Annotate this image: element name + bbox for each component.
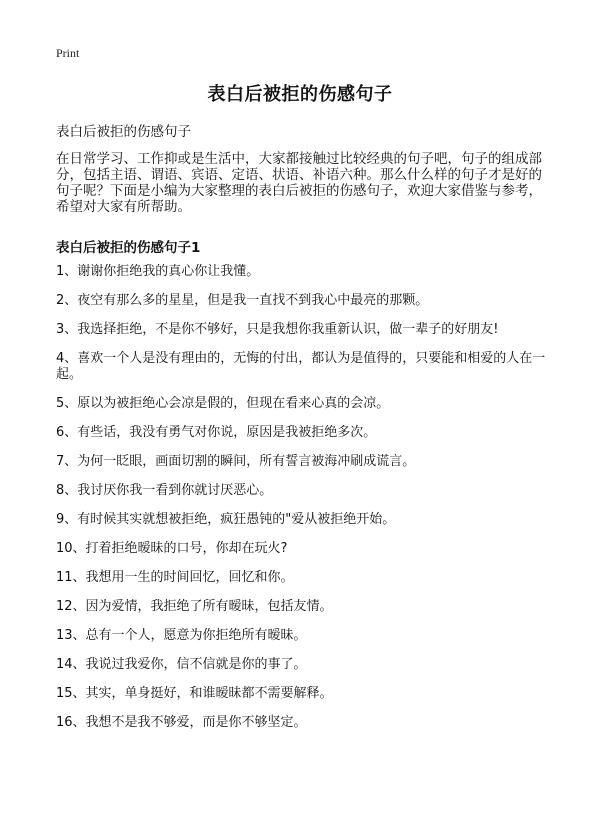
list-item: 2、夜空有那么多的星星，但是我一直找不到我心中最亮的那颗。: [56, 293, 429, 308]
list-item: 5、原以为被拒绝心会凉是假的，但现在看来心真的会凉。: [56, 396, 390, 411]
list-item: 15、其实，单身挺好，和谁暧昧都不需要解释。: [56, 686, 333, 701]
intro-paragraph: 在日常学习、工作抑或是生活中，大家都接触过比较经典的句子吧，句子的组成部分，包括主语、谓语、宾语、定语、状语、补语六种。那么什么样的句子才是好的句子呢？下面是小编为大家整理的表白后被拒的伤感句子，欢迎大家借鉴与参考，希望对大家有所帮助。: [56, 151, 542, 215]
list-item: 4、喜欢一个人是没有理由的，无悔的付出，都认为是值得的，只要能和相爱的人在一起。: [56, 351, 546, 382]
list-item: 16、我想不是我不够爱，而是你不够坚定。: [56, 715, 307, 730]
list-item: 12、因为爱情，我拒绝了所有暧昧，包括友情。: [56, 599, 333, 614]
list-item: 1、谢谢你拒绝我的真心你让我懂。: [56, 264, 260, 279]
list-item: 11、我想用一生的时间回忆，回忆和你。: [56, 570, 294, 585]
print-link[interactable]: Print: [56, 46, 80, 60]
list-item: 6、有些话，我没有勇气对你说，原因是我被拒绝多次。: [56, 425, 377, 440]
sentence-list: [56, 264, 552, 744]
page-title: 表白后被拒的伤感句子: [207, 84, 393, 105]
list-item: 9、有时候其实就想被拒绝，疯狂愚钝的"爱从被拒绝开始。: [56, 512, 396, 527]
article-subtitle: 表白后被拒的伤感句子: [56, 124, 191, 140]
list-item: 8、我讨厌你我一看到你就讨厌恶心。: [56, 483, 273, 498]
list-item: 10、打着拒绝暧昧的口号，你却在玩火?: [56, 541, 288, 556]
list-item: 7、为何一眨眼，画面切割的瞬间，所有誓言被海冲刷成谎言。: [56, 454, 416, 469]
list-item: 14、我说过我爱你，信不信就是你的事了。: [56, 657, 307, 672]
section-heading: 表白后被拒的伤感句子1: [56, 240, 201, 256]
list-item: 3、我选择拒绝，不是你不够好，只是我想你我重新认识，做一辈子的好朋友!: [56, 322, 499, 337]
list-item: 13、总有一个人，愿意为你拒绝所有暧昧。: [56, 628, 307, 643]
